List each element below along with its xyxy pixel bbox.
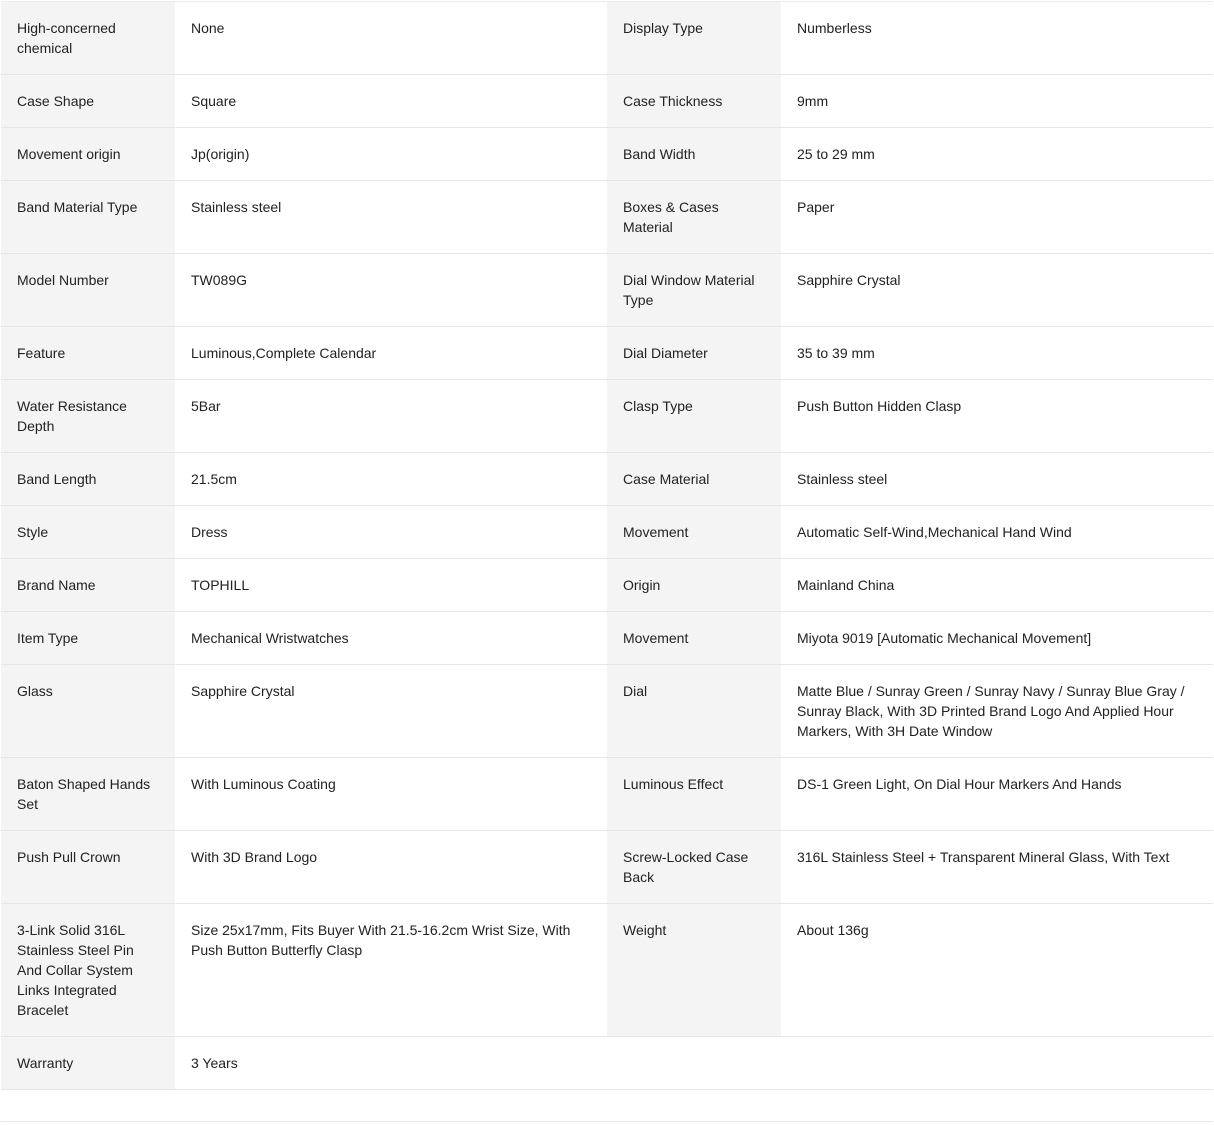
spec-value: Dress [175,506,607,559]
spec-value: Sapphire Crystal [781,254,1213,327]
spec-value: 35 to 39 mm [781,327,1213,380]
spec-value: About 136g [781,904,1213,1037]
table-row [1,75,1213,128]
table-row [1,254,1213,327]
spec-label: High-concerned chemical [1,2,175,75]
table-row [1,128,1213,181]
spec-label: Water Resistance Depth [1,380,175,453]
spec-value: TOPHILL [175,559,607,612]
spec-label: Case Shape [1,75,175,128]
spec-label: Band Material Type [1,181,175,254]
spec-value: None [175,2,607,75]
spec-label: Display Type [607,2,781,75]
table-row [1,506,1213,559]
spec-label: Dial [607,665,781,758]
spec-label: 3-Link Solid 316L Stainless Steel Pin And Collar System Links Integrated Bracelet [1,904,175,1037]
spec-label: Case Thickness [607,75,781,128]
table-row [1,612,1213,665]
spec-label: Model Number [1,254,175,327]
table-row [1,665,1213,758]
spec-value: Sapphire Crystal [175,665,607,758]
spec-value: Mainland China [781,559,1213,612]
spec-value: Square [175,75,607,128]
spec-value: Numberless [781,2,1213,75]
spec-label: Screw-Locked Case Back [607,831,781,904]
table-row [1,2,1213,75]
spec-label: Movement [607,506,781,559]
table-row [1,904,1213,1037]
spec-table-body [1,2,1213,1090]
table-row [1,453,1213,506]
spec-label: Feature [1,327,175,380]
table-row [1,758,1213,831]
product-specifications-table [1,1,1213,1090]
spec-label: Dial Diameter [607,327,781,380]
spec-label: Clasp Type [607,380,781,453]
spec-value: Stainless steel [781,453,1213,506]
spec-label: Origin [607,559,781,612]
spec-label: Band Length [1,453,175,506]
spec-value: 316L Stainless Steel + Transparent Mineral Glass, With Text [781,831,1213,904]
spec-label: Weight [607,904,781,1037]
spec-label: Style [1,506,175,559]
spec-value: 9mm [781,75,1213,128]
spec-value: Push Button Hidden Clasp [781,380,1213,453]
spec-value: Luminous,Complete Calendar [175,327,607,380]
spec-value: Miyota 9019 [Automatic Mechanical Movement] [781,612,1213,665]
table-row [1,380,1213,453]
spec-value: Paper [781,181,1213,254]
spec-value: TW089G [175,254,607,327]
spec-value: Size 25x17mm, Fits Buyer With 21.5-16.2cm Wrist Size, With Push Button Butterfly Clasp [175,904,607,1037]
table-row [1,327,1213,380]
spec-value: 5Bar [175,380,607,453]
spec-label: Dial Window Material Type [607,254,781,327]
bottom-divider [1,1121,1213,1122]
spec-label: Luminous Effect [607,758,781,831]
spec-label: Glass [1,665,175,758]
spec-value: 3 Years [175,1037,1213,1090]
spec-value: Automatic Self-Wind,Mechanical Hand Wind [781,506,1213,559]
table-row [1,181,1213,254]
spec-value: Stainless steel [175,181,607,254]
spec-value: With 3D Brand Logo [175,831,607,904]
spec-label: Movement [607,612,781,665]
spec-value: Jp(origin) [175,128,607,181]
spec-label: Baton Shaped Hands Set [1,758,175,831]
spec-value: 25 to 29 mm [781,128,1213,181]
table-row [1,831,1213,904]
spec-label: Brand Name [1,559,175,612]
spec-label: Warranty [1,1037,175,1090]
spec-value: Mechanical Wristwatches [175,612,607,665]
spec-label: Case Material [607,453,781,506]
spec-label: Boxes & Cases Material [607,181,781,254]
spec-value: With Luminous Coating [175,758,607,831]
spec-value: DS-1 Green Light, On Dial Hour Markers And Hands [781,758,1213,831]
spec-value: 21.5cm [175,453,607,506]
table-row [1,1037,1213,1090]
spec-label: Item Type [1,612,175,665]
table-row [1,559,1213,612]
spec-value: Matte Blue / Sunray Green / Sunray Navy / Sunray Blue Gray / Sunray Black, With 3D Printed Brand Logo And Applied Hour Markers, With 3H Date Window [781,665,1213,758]
spec-label: Movement origin [1,128,175,181]
spec-label: Push Pull Crown [1,831,175,904]
spec-label: Band Width [607,128,781,181]
